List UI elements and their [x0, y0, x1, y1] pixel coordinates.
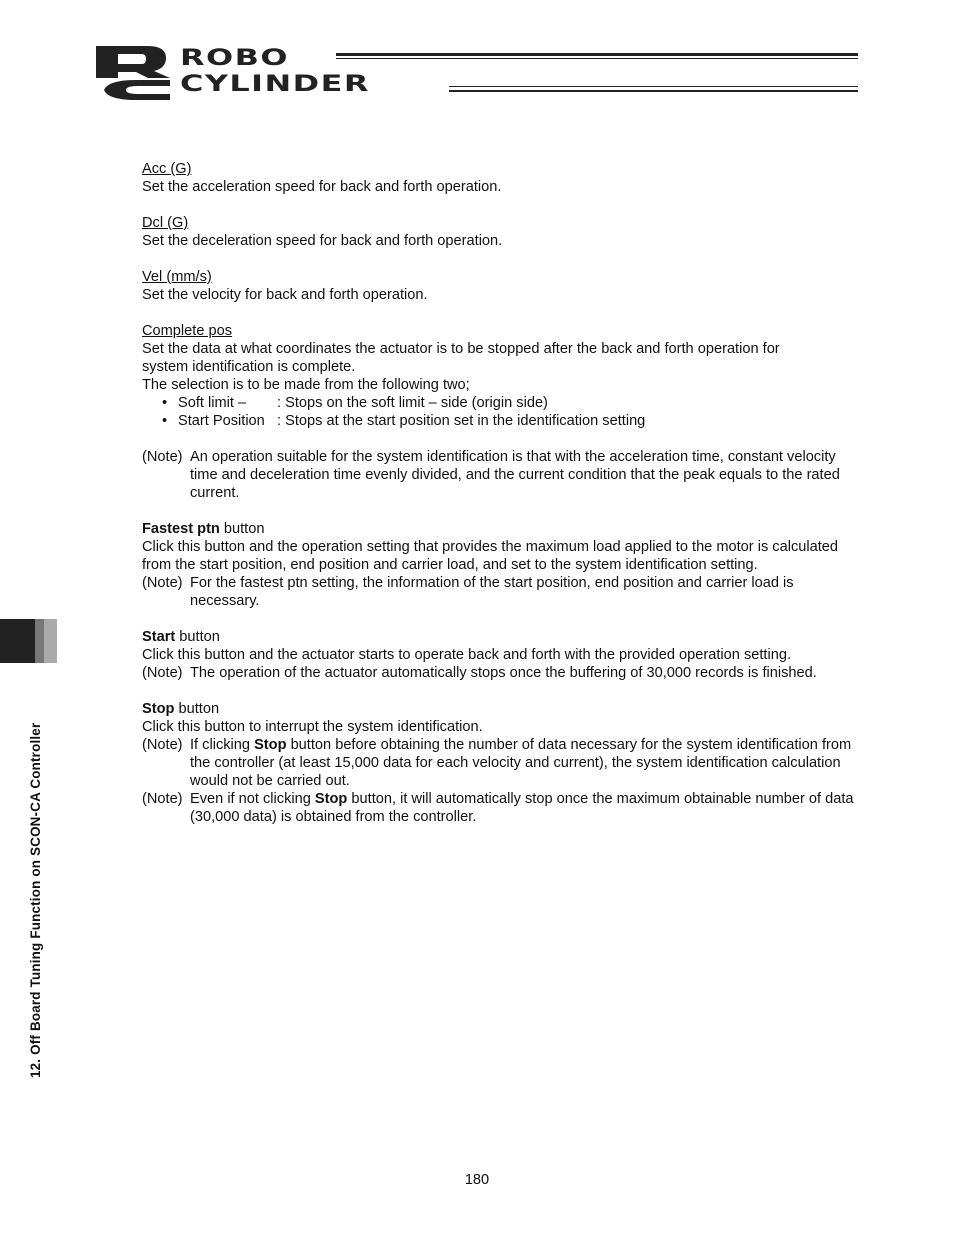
note-label: (Note): [142, 449, 183, 465]
start-heading: [142, 628, 862, 646]
note-label: (Note): [142, 737, 183, 753]
header-rule: [449, 86, 858, 87]
note-text: [190, 790, 862, 826]
logo-text-robo: ROBO: [180, 46, 289, 71]
note: [142, 574, 862, 610]
page-body: [142, 160, 862, 826]
vel-heading: Vel (mm/s): [142, 269, 212, 285]
note-fragment: If clicking: [190, 737, 255, 753]
stop-label: Stop: [142, 701, 175, 717]
note-text: For the fastest ptn setting, the information of the start position, end position and carrier load is necessary.: [190, 575, 794, 609]
note: [142, 448, 862, 502]
heading-suffix: button: [175, 629, 220, 645]
option-key: Soft limit –: [178, 395, 247, 411]
note-emphasis: Stop: [314, 791, 348, 807]
fastest-ptn-label: Fastest ptn: [142, 521, 220, 537]
vel-description: Set the velocity for back and forth operation.: [142, 287, 428, 303]
complete-pos-line: system identification is complete.: [142, 359, 356, 375]
stop-heading: [142, 700, 862, 718]
list-item: [142, 394, 862, 412]
dcl-description: Set the deceleration speed for back and forth operation.: [142, 233, 503, 249]
chapter-title: 12. Off Board Tuning Function on SCON-CA Controller: [28, 722, 43, 1078]
option-value: : Stops on the soft limit – side (origin side): [277, 395, 548, 411]
note: [142, 790, 862, 826]
option-value: : Stops at the start position set in the identification setting: [277, 413, 646, 429]
start-label: Start: [142, 629, 176, 645]
bullet-icon: •: [162, 413, 168, 429]
option-key: Start Position: [178, 413, 265, 429]
fastest-ptn-description: Click this button and the operation setting that provides the maximum load applied to the motor is calculated from the start position, end position and carrier load, and set to the system identification setting.: [142, 539, 839, 573]
note-text: The operation of the actuator automatically stops once the buffering of 30,000 records is finished.: [190, 665, 817, 681]
dcl-heading: Dcl (G): [142, 215, 189, 231]
note-emphasis: Stop: [254, 737, 287, 753]
complete-pos-line: Set the data at what coordinates the actuator is to be stopped after the back and forth operation for: [142, 341, 780, 357]
complete-pos-heading: Complete pos: [142, 323, 233, 339]
header-rule: [336, 53, 858, 56]
note-fragment: button, it will automatically stop once the maximum obtainable number of data (30,000 data) is obtained from the controller.: [190, 791, 854, 825]
complete-pos-line: The selection is to be made from the following two;: [142, 377, 470, 393]
note-label: (Note): [142, 575, 183, 591]
note-fragment: button before obtaining the number of data necessary for the system identification from the controller (at least 15,000 data for each velocity and current), the system identification calculation would not be carried out.: [190, 737, 852, 789]
page-number: 180: [464, 1172, 490, 1188]
note-label: (Note): [142, 791, 183, 807]
stop-description: Click this button to interrupt the system identification.: [142, 719, 483, 735]
rc-monogram-icon: [96, 44, 180, 100]
header-rule: [336, 58, 858, 59]
note: [142, 664, 862, 682]
start-description: Click this button and the actuator starts to operate back and forth with the provided operation setting.: [142, 647, 791, 663]
list-item: [142, 412, 862, 430]
note-text: An operation suitable for the system identification is that with the acceleration time, constant velocity time and deceleration time evenly divided, and the current condition that the peak equals to the rated current.: [190, 449, 840, 501]
note-label: (Note): [142, 665, 183, 681]
acc-description: Set the acceleration speed for back and forth operation.: [142, 179, 502, 195]
heading-suffix: button: [219, 521, 265, 537]
header-rule: [449, 90, 858, 92]
note: [142, 736, 862, 790]
bullet-icon: •: [162, 395, 168, 411]
acc-heading: Acc (G): [142, 161, 192, 177]
robo-cylinder-logo: [96, 44, 858, 100]
heading-suffix: button: [174, 701, 220, 717]
note-text: [190, 736, 862, 790]
fastest-ptn-heading: [142, 520, 862, 538]
note-fragment: Even if not clicking: [190, 791, 315, 807]
chapter-tab: [0, 619, 57, 663]
logo-text-cylinder: CYLINDER: [180, 72, 370, 97]
